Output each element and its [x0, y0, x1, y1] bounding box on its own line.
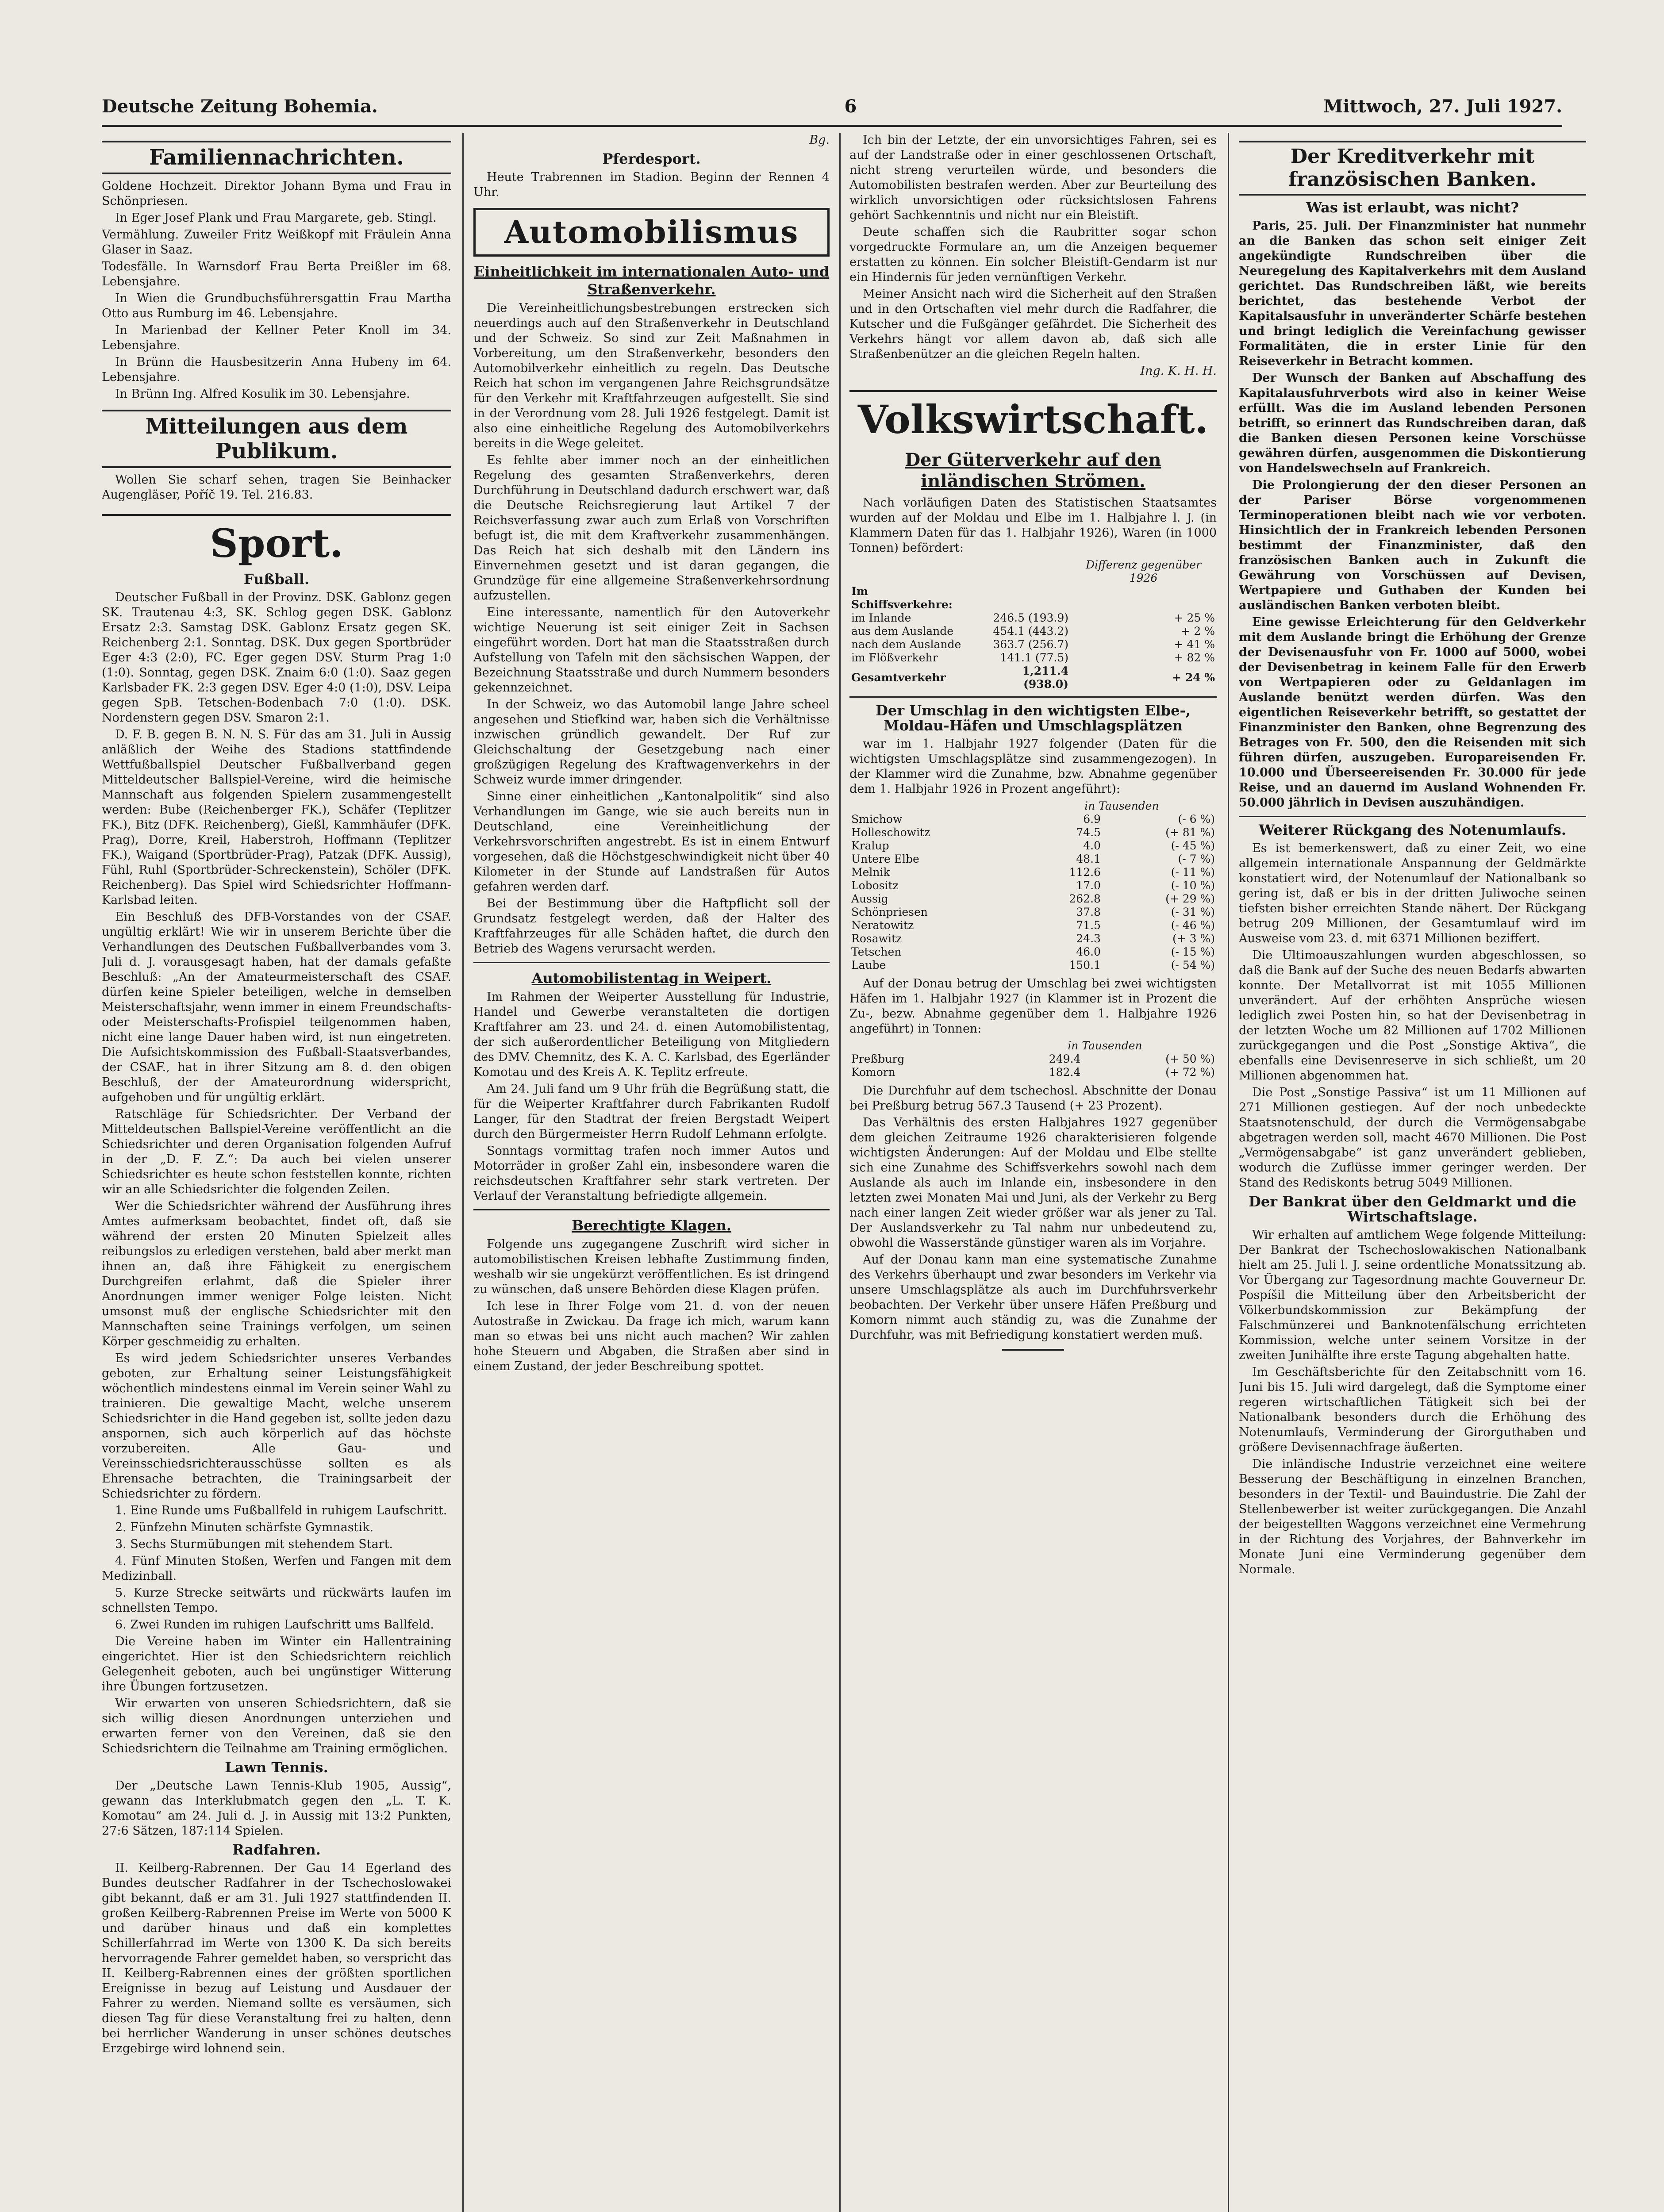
- section-rule: [1239, 816, 1586, 817]
- column-rule: [462, 133, 464, 2212]
- notes-paragraph: Die Post „Sonstige Passiva“ ist um 11 Millionen auf 271 Millionen gestiegen. Auf der noch unbedeckte Staatsnotenschuld, der durch die Vermögensabgabe abgetragen werden soll, macht 4670 Millionen. Die Post „Vermögensabgabe“ ist ganz unverändert geblieben, wodurch die Zuflüsse immer geringer werden. Der Stand des Rediskonts betrug 5049 Millionen.: [1239, 1086, 1586, 1190]
- public-notices-heading: Mitteilungen aus dem Publikum.: [102, 410, 451, 468]
- motoring-paragraph: Die Vereinheitlichungsbestrebungen erstrecken sich neuerdings auch auf den Straßenverkehr in Deutschland und der Schweiz. So sind zur Zeit Maßnahmen in Vorbereitung, um den Straßenverkehr, besonders den Automobilverkehr einheitlich zu regeln. Das Deutsche Reich hat schon im vergangenen Jahre Reichsgrundsätze für den Verkehr mit Kraftfahrzeugen aufgestellt. Sie sind in der Verordnung vom 28. Juli 1926 festgelegt. Damit ist also eine einheitliche Regelung des Automobilverkehrs bereits in die Wege geleitet.: [473, 301, 830, 450]
- complaints-paragraph: Ich lese in Ihrer Folge vom 21. d. von der neuen Autostraße in Zwickau. Da frage ich mich, warum kann man so etwas bei uns nicht auch machen? Wir zahlen hohe Steuern und Abgaben, die Straßen aber sind in einem Zustand, der jeder Beschreibung spottet.: [473, 1299, 830, 1373]
- notes-paragraph: Es ist bemerkenswert, daß zu einer Zeit, wo eine allgemein internationale Anspannung der Geldmärkte konstatiert wird, der Notenumlauf der Nationalbank so gering ist, daß er bis in der dritten Juliwoche seinen tiefsten bisher erreichten Stande nähert. Der Rückgang betrug 209 Millionen, der Gesamtumlauf wird im Ausweise vom 23. d. mit 6371 Millionen beziffert.: [1239, 841, 1586, 945]
- danube-table: [849, 1039, 1217, 1079]
- table-row: im Inlande 246.5 (193.9) + 25 %: [851, 611, 1215, 624]
- column-4: [1239, 133, 1586, 2212]
- training-step: 5. Kurze Strecke seitwärts und rückwärts laufen im schnellsten Tempo.: [102, 1586, 451, 1615]
- freight-table: [849, 558, 1217, 691]
- cycling-signature: Bg.: [809, 133, 830, 147]
- training-step: 4. Fünf Minuten Stoßen, Werfen und Fangen mit dem Medizinball.: [102, 1554, 451, 1583]
- economy-paragraph: Die Durchfuhr auf dem tschechosl. Abschnitte der Donau bei Preßburg betrug 567.3 Tausend (+ 23 Prozent).: [849, 1084, 1217, 1113]
- table-row: Holleschowitz 74.5 (+ 81 %): [851, 826, 1215, 839]
- economy-heading: Volkswirtschaft.: [849, 390, 1217, 442]
- column-1: [102, 133, 451, 2212]
- weipert-paragraph: Im Rahmen der Weiperter Ausstellung für Industrie, Handel und Gewerbe veranstalteten die dortigen Kraftfahrer am 23. und 24. d. einen Automobilistentag, der sich außerordentlicher Beteiligung von Mitgliedern des DMV. Chemnitz, des K. A. C. Karlsbad, des Egerländer Komotau und des Kreis A. K. Teplitz erfreute.: [473, 990, 830, 1079]
- table-header: Differenz gegenüber 1926: [1085, 558, 1202, 584]
- table-row: Untere Elbe 48.1 (- 7 %): [851, 853, 1215, 865]
- ports-intro: war im 1. Halbjahr 1927 folgender (Daten für die wichtigsten Umschlagsplätze sind zusammengezogen). In der Klammer wird die Zunahme, bzw. Abnahme gegenüber dem 1. Halbjahr 1926 in Prozent angeführt):: [849, 737, 1217, 796]
- horse-racing-text: Heute Trabrennen im Stadion. Beginn der Rennen 4 Uhr.: [473, 170, 830, 199]
- sport-heading: Sport.: [102, 514, 451, 565]
- bankrat-subheading: Der Bankrat über den Geldmarkt und die Wirtschaftslage.: [1249, 1193, 1576, 1225]
- complaints-paragraph: Deute schaffen sich die Raubritter sogar schon vorgedruckte Formulare an, um die Anzeigen bequemer erstatten zu können. Ein solcher Bleistift-Gendarm ist nur ein Hindernis für jeden vernünftigen Verkehr.: [849, 225, 1217, 284]
- economy-paragraph: Auf der Donau kann man eine systematische Zunahme des Verkehrs überhaupt und zwar besonders im Verkehr via unsere Umschlagsplätze als auch im Durchfuhrsverkehr beobachten. Der Verkehr über unsere Häfen Preßburg und Komorn nimmt auch ständig zu, was die Zunahme der Durchfuhr, was mit Befriedigung konstatiert werden muß.: [849, 1253, 1217, 1342]
- motoring-paragraph: Bei der Bestimmung über die Haftpflicht soll der Grundsatz festgelegt werden, daß der Halter des Kraftfahrzeuges für alle Schäden haftet, die durch den Betrieb des Wagens verursacht werden.: [473, 897, 830, 956]
- ports-table: [849, 799, 1217, 972]
- ports-subheading: Der Umschlag in den wichtigsten Elbe-, Moldau-Häfen und Umschlagsplätzen: [876, 702, 1191, 734]
- end-rule: [1002, 1349, 1064, 1351]
- column-rule: [839, 133, 841, 2212]
- family-item: Todesfälle. In Warnsdorf Frau Berta Preißler im 68. Lebensjahre.: [102, 260, 451, 288]
- header-rule: [102, 125, 1562, 127]
- credit-paragraph: Paris, 25. Juli. Der Finanzminister hat nunmehr an die Banken das schon seit einiger Zeit angekündigte Rundschreiben über die Neuregelung des Kapitalverkehrs mit dem Ausland gerichtet. Das Rundschreiben läßt, wie bereits berichtet, das bestehende Verbot der Kapitalsausfuhr in unveränderter Schärfe bestehen und bringt lediglich die Vereinfachung gewisser Formalitäten, die in erster Linie für den Reiseverkehr in Betracht kommen.: [1239, 219, 1586, 368]
- section-rule: [849, 696, 1217, 698]
- column-2: [473, 133, 830, 2212]
- family-item: In Brünn die Hausbesitzerin Anna Hubeny im 64. Lebensjahre.: [102, 355, 451, 384]
- training-step: 6. Zwei Runden im ruhigen Laufschritt ums Ballfeld.: [115, 1618, 434, 1632]
- training-step: 3. Sechs Sturmübungen mit stehendem Start.: [115, 1537, 393, 1551]
- running-head: [102, 93, 1562, 119]
- table-row: Aussig 262.8 (+ 29 %): [851, 892, 1215, 905]
- sport-paragraph: Ratschläge für Schiedsrichter. Der Verband der Mitteldeutschen Ballspiel-Vereine veröffentlicht an die Schiedsrichter und deren Organisation folgenden Aufruf in der „D. F. Z.“: Da auch bei vielen unserer Schiedsrichter es heute schon feststellen konnte, richten wir an alle Schiedsrichter die folgenden Zeilen.: [102, 1107, 451, 1196]
- complaints-paragraph: Folgende uns zugegangene Zuschrift wird sicher in automobilistischen Kreisen lebhafte Zustimmung finden, weshalb wir sie ungekürzt veröffentlichen. Es ist dringend zu wünschen, daß unsere Behörden diese Klagen prüfen.: [473, 1237, 830, 1296]
- table-row: Im Schiffsverkehre:: [851, 585, 953, 611]
- weipert-subheading: Automobilistentag in Weipert.: [531, 970, 772, 987]
- motoring-heading: Automobilismus: [473, 208, 830, 257]
- complaints-subheading: Berechtigte Klagen.: [572, 1217, 731, 1234]
- complaints-signature: Ing. K. H. H.: [1140, 364, 1217, 378]
- tennis-heading: Lawn Tennis.: [225, 1759, 328, 1776]
- table-unit: in Tausenden: [1084, 799, 1159, 812]
- weipert-paragraph: Am 24. Juli fand um 9 Uhr früh die Begrüßung statt, die für die Weiperter Kraftfahrer durch Fabrikanten Rudolf Langer, für den Stadtrat der freien Bergstadt Weipert durch den Bürgermeister Herrn Rudolf Lehmann erfolgte.: [473, 1082, 830, 1141]
- table-row: Gesamtverkehr 1,211.4 (938.0) + 24 %: [851, 664, 1215, 691]
- column-3: [849, 133, 1217, 2212]
- table-row: Tetschen 46.0 (- 15 %): [851, 945, 1215, 958]
- motoring-paragraph: Sinne einer einheitlichen „Kantonalpolitik“ sind also Verhandlungen im Gange, wie sie auch bereits nun in Deutschland, eine Vereinheitlichung der Verkehrsvorschriften angestrebt. Es ist in einem Entwurf vorgesehen, daß die Höchstgeschwindigkeit nicht über 40 Kilometer in der Stunde auf Landstraßen für Autos gefahren werden darf.: [473, 790, 830, 894]
- sport-paragraph: Die Vereine haben im Winter ein Hallentraining eingerichtet. Hier ist den Schiedsrichtern reichlich Gelegenheit geboten, auch bei ungünstiger Witterung ihre Übungen fortzusetzen.: [102, 1635, 451, 1694]
- weipert-paragraph: Sonntags vormittag trafen noch immer Autos und Motorräder in großer Zahl ein, insbesondere waren die reichsdeutschen Kraftfahrer sehr stark vertreten. Der Verlauf der Veranstaltung befriedigte allgemein.: [473, 1144, 830, 1203]
- table-row: Schönpriesen 37.8 (- 31 %): [851, 906, 1215, 918]
- sport-paragraph: D. F. B. gegen B. N. N. S. Für das am 31. Juli in Aussig anläßlich der Weihe des Stadions stattfindende Wettfußballspiel Deutscher Fußballverband gegen Mitteldeutscher Ballspiel-Vereine, wird die heimische Mannschaft aus folgenden Spielern zusammengestellt werden: Bube (Reichenberger FK.), Schäfer (Teplitzer FK.), Bitz (DFK. Reichenberg), Gießl, Kammhäufer (DFK. Prag), Dorre, Kreil, Haberstroh, Hoffmann (Teplitzer FK.), Waigand (Sportbrüder-Prag), Patzak (DFK. Aussig), Fühl, Ruhl (Sportbrüder-Schreckenstein), Schöler (DFK. Reichenberg). Das Spiel wird Schiedsrichter Hoffmann-Karlsbad leiten.: [102, 728, 451, 907]
- table-row: Neratowitz 71.5 (- 46 %): [851, 919, 1215, 932]
- sport-paragraph: Ein Beschluß des DFB-Vorstandes von der CSAF. ungültig erklärt! Wie wir in unserem Berichte über die Verhandlungen des Deutschen Fußballverbandes vom 3. Juli d. J. vorausgesagt haben, hat der damals gefaßte Beschluß: „An der Amateurmeisterschaft des CSAF. dürfen keine Spieler beteiligen, welche in demselben Meisterschaftsjahr, wenn immer in einem Freundschafts- oder Meisterschafts-Profispiel teilgenommen haben, nicht eine lange Dauer haben wird, ist nun eingetreten. Die Aufsichtskommission des Fußball-Staatsverbandes, der CSAF., hat in ihrer Sitzung am 8. d. den obigen Beschluß, der der Amateurordnung widerspricht, aufgehoben und für ungültig erklärt.: [102, 910, 451, 1104]
- motoring-subheading: Einheitlichkeit im internationalen Auto- und Straßenverkehr.: [473, 263, 830, 298]
- credit-paragraph: Eine gewisse Erleichterung für den Geldverkehr mit dem Auslande bringt die Erhöhung der Grenze der Devisenausfuhr von Fr. 1000 auf 5000, wobei der Devisenbetrag in keinem Falle für den Erwerb von Wertpapieren oder zu Geldanlagen im Auslande benützt werden dürfen. Was den eigentlichen Reiseverkehr betrifft, so gestattet der Finanzminister den Banken, ohne Begrenzung des Betrages von Fr. 500, den die Reisenden mit sich führen dürfen, auszugeben. Europareisenden Fr. 10.000 und Überseereisenden Fr. 30.000 für jede Reise, und an dauernd im Ausland Wohnenden Fr. 50.000 jährlich in Devisen auszuhändigen.: [1239, 615, 1586, 810]
- table-row: Laube 150.1 (- 54 %): [851, 959, 1215, 972]
- page-number: 6: [844, 96, 857, 117]
- credit-paragraph: Der Wunsch der Banken auf Abschaffung des Kapitalausfuhrverbots wird also in keiner Weise erfüllt. Was die im Ausland lebenden Personen betrifft, so erinnert das Rundschreiben daran, daß die Banken diesen Personen keine Vorschüsse gewähren dürfen, ausgenommen die Diskontierung von Handelswechseln auf Frankreich.: [1239, 371, 1586, 475]
- sport-paragraph: Deutscher Fußball in der Provinz. DSK. Gablonz gegen SK. Trautenau 4:3, SK. Schlog gegen DSK. Gablonz Ersatz 2:3. Samstag DSK. Gablonz Ersatz gegen SK. Reichenberg 2:1. Sonntag. DSK. Dux gegen Sportbrüder Eger 4:3 (2:0), FC. Eger gegen DSV. Sturm Prag 1:0 (1:0). Sonntag, gegen DSK. Znaim 6:0 (1:0). Saaz gegen Karlsbader FK. 2:3 gegen DSV. Eger 4:0 (1:0), DSV. Leipa gegen SpB. Tetschen-Bodenbach 7:0 (1:0). DSK. Nordenstern gegen DSV. Smaron 2:1.: [102, 591, 451, 725]
- notes-subheading: Weiterer Rückgang des Notenumlaufs.: [1259, 822, 1566, 838]
- credit-heading: Der Kreditverkehr mit französischen Banken.: [1239, 141, 1586, 196]
- column-rule: [1228, 133, 1229, 2212]
- section-rule: [473, 1209, 830, 1210]
- football-heading: Fußball.: [243, 571, 310, 588]
- family-news-heading: Familiennachrichten.: [102, 141, 451, 174]
- sport-paragraph: Wir erwarten von unseren Schiedsrichtern, daß sie sich willig diesen Anordnungen unterziehen und erwarten ferner von den Vereinen, daß sie den Schiedsrichtern die Teilnahme am Training ermöglichen.: [102, 1697, 451, 1755]
- family-item: Goldene Hochzeit. Direktor Johann Byma und Frau in Schönpriesen.: [102, 179, 451, 208]
- notes-paragraph: Die Ultimoauszahlungen wurden abgeschlossen, so daß die Bank auf der Suche des neuen Bedarfs abwarten konnte. Der Metallvorrat ist mit 1055 Millionen unverändert. Auf der erhöhten Ansprüche wiesen lediglich zwei Posten hin, so hat der Devisenbetrag in der letzten Woche um 82 Millionen auf 1702 Millionen zurückgegangen und die Post „Sonstige Aktiva“, die ebenfalls eine Devisenreserve in sich schließt, um 20 Millionen abgenommen hat.: [1239, 949, 1586, 1083]
- complaints-paragraph: Meiner Ansicht nach wird die Sicherheit auf den Straßen und in den Ortschaften viel mehr durch die Radfahrer, die Kutscher und die Fußgänger gefährdet. Die Sicherheit des Verkehrs hängt vor allem davon ab, daß sich alle Straßenbenützer an die gleichen Regeln halten.: [849, 287, 1217, 361]
- cycling-paragraph: II. Keilberg-Rabrennen. Der Gau 14 Egerland des Bundes deutscher Radfahrer in der Tschechoslowakei gibt bekannt, daß er am 31. Juli 1927 stattfindenden II. großen Keilberg-Rabrennen Preise im Werte von 5000 K und darüber hinaus und daß ein komplettes Schillerfahrrad im Werte von 1300 K. Da sich bereits hervorragende Fahrer gemeldet haben, so verspricht das II. Keilberg-Rabrennen eines der größten sportlichen Ereignisse in bezug auf Leistung und Ausdauer der Fahrer zu werden. Niemand sollte es versäumen, sich diesen Tag für diese Veranstaltung frei zu halten, denn bei herrlicher Wanderung in unser schönes deutsches Erzgebirge wird lohnend sein.: [102, 1861, 451, 2055]
- newspaper-name: Deutsche Zeitung Bohemia.: [102, 96, 378, 117]
- economy-paragraph: Das Verhältnis des ersten Halbjahres 1927 gegenüber dem gleichen Zeitraume 1926 charakterisieren folgende wichtigsten Änderungen: Auf der Moldau und Elbe stellte sich eine Zunahme des Schiffsverkehrs sowohl nach dem Auslande als auch im Inlande ein, insbesondere in den letzten zwei Monaten Mai und Juni, als der Verkehr zu Berg nach einer langen Zeit wieder größer war als jener zu Tal. Der Auslandsverkehr zu Tal nahm nur unbedeutend zu, obwohl die Wasserstände günstiger waren als im Vorjahre.: [849, 1116, 1217, 1250]
- family-item: In Brünn Ing. Alfred Kosulik im 30. Lebensjahre.: [115, 387, 410, 401]
- training-step: 1. Eine Runde ums Fußballfeld in ruhigem Laufschritt.: [115, 1504, 447, 1517]
- credit-subheading: Was ist erlaubt, was nicht?: [1306, 199, 1519, 216]
- bankrat-paragraph: Im Geschäftsberichte für den Zeitabschnitt vom 16. Juni bis 15. Juli wird dargelegt, daß die Symptome einer regeren wirtschaftlichen Tätigkeit sich bei der Nationalbank besonders durch die Erhöhung des Notenumlaufs, Verminderung der Girorguthaben und größere Devisennachfrage äußerten.: [1239, 1365, 1586, 1454]
- freight-subheading: Der Güterverkehr auf den inländischen Strömen.: [905, 449, 1161, 492]
- table-row: Kralup 4.0 (- 45 %): [851, 839, 1215, 852]
- family-item: In Eger Josef Plank und Frau Margarete, geb. Stingl.: [115, 211, 437, 225]
- table-row: Melnik 112.6 (- 11 %): [851, 866, 1215, 879]
- table-row: aus dem Auslande 454.1 (443.2) + 2 %: [851, 625, 1215, 637]
- cycling-heading: Radfahren.: [232, 1841, 321, 1858]
- training-step: 2. Fünfzehn Minuten schärfste Gymnastik.: [115, 1521, 374, 1534]
- horse-racing-heading: Pferdesport.: [602, 150, 701, 167]
- family-item: Vermählung. Zuweiler Fritz Weißkopf mit Fräulein Anna Glaser in Saaz.: [102, 228, 451, 257]
- table-row: im Flößverkehr 141.1 (77.5) + 82 %: [851, 651, 1215, 664]
- table-row: Rosawitz 24.3 (+ 3 %): [851, 932, 1215, 945]
- section-rule: [473, 962, 830, 963]
- sport-paragraph: Wer die Schiedsrichter während der Ausführung ihres Amtes aufmerksam beobachtet, findet oft, daß sie während der ersten 20 Minuten Spielzeit alles reibungslos zu erledigen verstehen, bald aber merkt man ihnen an, daß ihre Fähigkeit zu energischem Durchgreifen erlahmt, daß die Spieler ihrer Anordnungen immer weniger Folge leisten. Nicht umsonst muß der englische Schiedsrichter mit den Mannschaften seine Trainings verfolgen, um seinen Körper geschmeidig zu erhalten.: [102, 1199, 451, 1348]
- table-row: Komorn 182.4 (+ 72 %): [851, 1066, 1215, 1079]
- public-notice: Wollen Sie scharf sehen, tragen Sie Beinhacker Augengläser, Poříč 19. Tel. 216.83.: [102, 473, 451, 502]
- motoring-paragraph: Es fehlte aber immer noch an der einheitlichen Regelung des gesamten Straßenverkehrs, deren Durchführung in Deutschland dadurch erschwert war, daß die Deutsche Reichsregierung laut Artikel 7 der Reichsverfassung zwar auch zum Erlaß von Vorschriften befugt ist, die mit dem Kraftverkehr zusammenhängen. Das Reich hat sich deshalb mit den Ländern ins Einvernehmen gesetzt und ist daran gegangen, die Grundzüge für eine allgemeine Straßenverkehrsordnung aufzustellen.: [473, 453, 830, 603]
- motoring-paragraph: In der Schweiz, wo das Automobil lange Jahre scheel angesehen und Stiefkind war, haben sich die Verhältnisse inzwischen gründlich gewandelt. Der Ruf zur Gleichschaltung der Gesetzgebung nach einer großzügigen Regelung des Kraftwagenverkehrs in der Schweiz wurde immer dringender.: [473, 698, 830, 787]
- danube-intro: Auf der Donau betrug der Umschlag bei zwei wichtigsten Häfen im 1. Halbjahr 1927 (in Klammer ist in Prozent die Zu-, bezw. Abnahme gegenüber dem 1. Halbjahre 1926 angeführt) in Tonnen:: [849, 977, 1217, 1036]
- bankrat-paragraph: Die inländische Industrie verzeichnet eine weitere Besserung der Beschäftigung in einzelnen Branchen, besonders in der Textil- und Bauindustrie. Die Zahl der Stellenbewerber ist weiter zurückgegangen. Die Anzahl der beigestellten Waggons verzeichnet eine Vermehrung in der Richtung des Vorjahres, der Bahnverkehr im Monate Juni eine Verminderung gegenüber dem Normale.: [1239, 1457, 1586, 1576]
- credit-paragraph: Die Prolongierung der den dieser Personen an der Pariser Börse vorgenommenen Terminoperationen bleibt nach wie vor verboten. Hinsichtlich der in Frankreich lebenden Personen bestimmt der Finanzminister, daß den französischen Banken auch in Zukunft die Gewährung von Vorschüssen auf Devisen, Wertpapiere und Guthaben der Kunden bei ausländischen Banken verboten bleibt.: [1239, 478, 1586, 612]
- family-item: In Marienbad der Kellner Peter Knoll im 34. Lebensjahre.: [102, 323, 451, 352]
- bankrat-paragraph: Wir erhalten auf amtlichem Wege folgende Mitteilung: Der Bankrat der Tschechoslowakischen Nationalbank hielt am 25. Juli l. J. seine ordentliche Monatssitzung ab. Vor Übergang zur Tagesordnung machte Gouverneur Dr. Pospíšil die Mitteilung über den Arbeitsbericht der Völkerbundskommission zur Bekämpfung der Falschmünzerei und Banknotenfälschung errichteten Kommission, welche unter seinem Vorsitze in der zweiten Junihälfte ihre erste Tagung abgehalten hatte.: [1239, 1228, 1586, 1362]
- table-row: Smichow 6.9 (- 6 %): [851, 813, 1215, 826]
- table-unit: in Tausenden: [1068, 1039, 1142, 1052]
- table-row: nach dem Auslande 363.7 (256.7) + 41 %: [851, 638, 1215, 651]
- table-row: Preßburg 249.4 (+ 50 %): [851, 1052, 1215, 1065]
- freight-intro: Nach vorläufigen Daten des Statistischen Staatsamtes wurden auf der Moldau und Elbe im 1. Halbjahre l. J. (in Klammern Daten für das 1. Halbjahr 1926), Waren (in 1000 Tonnen) befördert:: [849, 496, 1217, 555]
- tennis-paragraph: Der „Deutsche Lawn Tennis-Klub 1905, Aussig“, gewann das Interklubmatch gegen den „L. T. K. Komotau“ am 24. Juli d. J. in Aussig mit 13:2 Punkten, 27:6 Sätzen, 187:114 Spielen.: [102, 1779, 451, 1838]
- table-row: Lobositz 17.0 (- 10 %): [851, 879, 1215, 892]
- family-item: In Wien die Grundbuchsführersgattin Frau Martha Otto aus Rumburg im 46. Lebensjahre.: [102, 292, 451, 320]
- issue-date: Mittwoch, 27. Juli 1927.: [1323, 96, 1562, 117]
- complaints-paragraph: Ich bin der Letzte, der ein unvorsichtiges Fahren, sei es auf der Landstraße oder in einer geschlossenen Ortschaft, nicht streng verurteilen würde, und besonders die Automobilisten bestrafen werden. Aber zur Beurteilung des wirklich unvorsichtigen oder rücksichtslosen Fahrens gehört Sachkenntnis und nicht nur ein Bleistift.: [849, 133, 1217, 222]
- sport-paragraph: Es wird jedem Schiedsrichter unseres Verbandes geboten, zur Erhaltung seiner Leistungsfähigkeit wöchentlich mindestens einmal im Verein seiner Wahl zu trainieren. Die gewaltige Macht, welche unserem Schiedsrichter in die Hand gegeben ist, sollte jeden dazu anspornen, sich auch körperlich auf das höchste vorzubereiten. Alle Gau- und Vereinsschiedsrichterausschüsse sollten es als Ehrensache betrachten, die Trainingsarbeit der Schiedsrichter zu fördern.: [102, 1352, 451, 1501]
- motoring-paragraph: Eine interessante, namentlich für den Autoverkehr wichtige Neuerung ist seit einiger Zeit in Sachsen eingeführt worden. Dort hat man die Staatsstraßen durch Aufstellung von Tafeln mit den sächsischen Wappen, der Bezeichnung Staatsstraße und durch Nummern besonders gekennzeichnet.: [473, 606, 830, 695]
